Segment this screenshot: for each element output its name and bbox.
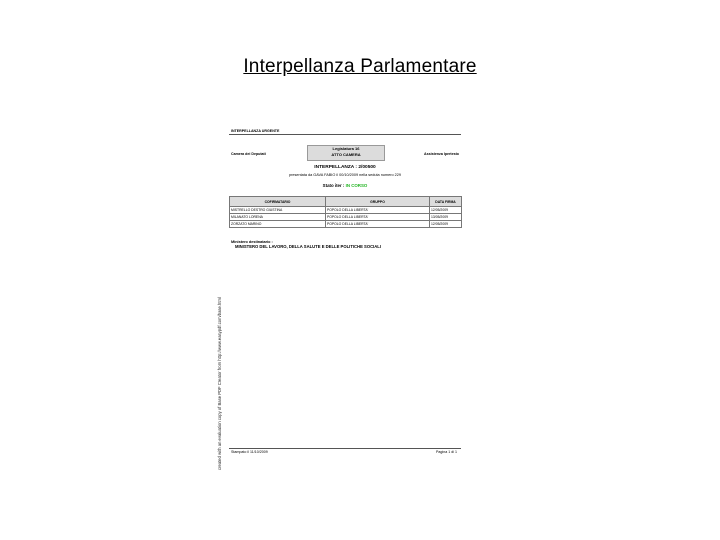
footer-rule — [229, 448, 461, 449]
signature-date: 12/05/2009 — [430, 221, 462, 228]
table-row — [230, 207, 462, 214]
cosigner-name: MILANATO LORENA — [230, 214, 326, 221]
ministry-name: MINISTERO DEL LAVORO, DELLA SALUTE E DELLE POLITICHE SOCIALI — [235, 244, 382, 249]
status-line — [229, 184, 461, 188]
table-header-row — [230, 197, 462, 207]
cosigner-group: POPOLO DELLA LIBERTA' — [326, 221, 430, 228]
chamber-label: Camera dei Deputati — [231, 152, 266, 156]
cosigner-name: ZORZATO MARINO — [230, 221, 326, 228]
slide-title: Interpellanza Parlamentare — [243, 56, 477, 77]
act-type-label: ATTO CAMERA — [331, 151, 361, 157]
cosigner-name: MISTRELLO DESTRO GIUSTINA — [230, 207, 326, 214]
assistance-label: Assistenza Ipertesto — [424, 152, 459, 156]
document-top-heading: INTERPELLANZA URGENTE — [231, 129, 280, 133]
top-rule — [229, 134, 461, 135]
column-header: COFIRMATARIO — [230, 197, 326, 207]
print-date: Stampato il 11/10/2009 — [231, 450, 268, 454]
cosigner-group: POPOLO DELLA LIBERTA' — [326, 214, 430, 221]
status-label: Stato iter : — [322, 183, 346, 188]
signature-date: 13/05/2009 — [430, 214, 462, 221]
document-page — [229, 128, 461, 458]
column-header: DATA FIRMA — [430, 197, 462, 207]
cosigners-table — [229, 196, 462, 228]
ministry-label: Ministero destinatario : — [231, 240, 273, 244]
signature-date: 12/05/2009 — [430, 207, 462, 214]
interpellation-title: INTERPELLANZA : 2/00500 — [314, 165, 376, 170]
cosigner-group: POPOLO DELLA LIBERTA' — [326, 207, 430, 214]
legislature-label: Legislatura 16 — [332, 146, 360, 151]
legislature-box — [307, 145, 385, 161]
interpellation-subtitle: presentata da GAVA FABIO il 00/10/2009 nella seduta numero 229 — [289, 173, 401, 177]
table-row — [230, 214, 462, 221]
table-row — [230, 221, 462, 228]
evaluation-watermark: created with an evaluation copy of Base PDF Creator from http://www.easypdf.com/base.html — [217, 297, 222, 470]
status-value: IN CORSO — [345, 183, 368, 188]
column-header: GRUPPO — [326, 197, 430, 207]
page-number: Pagina 1 di 1 — [436, 450, 457, 454]
